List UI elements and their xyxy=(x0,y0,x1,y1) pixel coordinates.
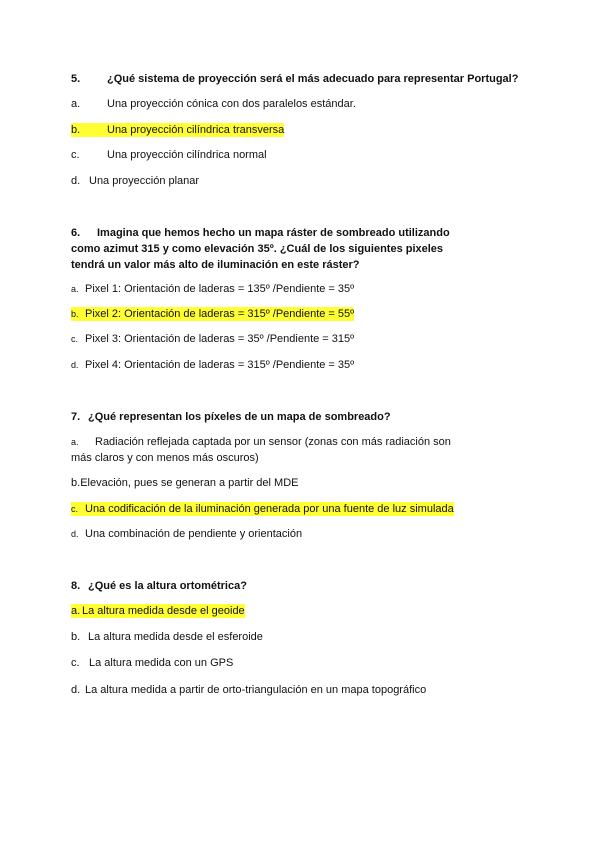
option-text: Una proyección cónica con dos paralelos estándar. xyxy=(107,98,356,110)
q8-option-d[interactable] xyxy=(71,683,426,697)
option-text: Pixel 3: Orientación de laderas = 35º /Pendiente = 315º xyxy=(85,333,355,345)
option-letter: c. xyxy=(71,149,80,161)
q8-option-b[interactable] xyxy=(71,630,263,644)
question-text: ¿Qué representan los píxeles de un mapa de sombreado? xyxy=(88,411,391,423)
option-letter: c. xyxy=(71,334,79,344)
question-number: 5. xyxy=(71,73,81,85)
q5-option-b[interactable] xyxy=(71,123,284,137)
option-text: La altura medida a partir de orto-triangulación en un mapa topográfico xyxy=(85,684,427,696)
option-text: Una proyección cilíndrica transversa xyxy=(107,124,285,136)
option-letter: d. xyxy=(71,684,81,696)
q6-option-b[interactable] xyxy=(71,307,354,321)
q7-option-a[interactable] xyxy=(71,435,451,465)
option-text: La altura medida con un GPS xyxy=(89,657,234,669)
option-letter: d. xyxy=(71,529,79,539)
question-line-1: 6. Imagina que hemos hecho un mapa ráster de sombreado utilizando xyxy=(71,227,450,239)
option-letter: a. xyxy=(71,605,81,617)
option-letter: d. xyxy=(71,360,79,370)
question-text: ¿Qué es la altura ortométrica? xyxy=(88,580,247,592)
option-text: Una codificación de la iluminación generada por una fuente de luz simulada xyxy=(85,503,454,515)
option-letter: b. xyxy=(71,124,81,136)
option-text: Radiación reflejada captada por un sensor (zonas con más radiación son xyxy=(95,436,451,448)
option-text: La altura medida desde el geoide xyxy=(82,605,245,617)
option-text: Una proyección planar xyxy=(89,175,200,187)
q6-option-d[interactable] xyxy=(71,358,354,372)
q7-option-b[interactable] xyxy=(71,476,298,490)
question-8 xyxy=(71,578,247,594)
option-text: Pixel 4: Orientación de laderas = 315º /Pendiente = 35º xyxy=(85,359,355,371)
option-text: Una proyección cilíndrica normal xyxy=(107,149,267,161)
question-line-3: tendrá un valor más alto de iluminación en este ráster? xyxy=(71,259,360,271)
option-text: La altura medida desde el esferoide xyxy=(88,631,263,643)
q5-option-a[interactable] xyxy=(71,97,356,111)
option-text: Elevación, pues se generan a partir del MDE xyxy=(80,477,299,489)
option-letter: a. xyxy=(71,437,79,447)
option-letter: c. xyxy=(71,504,79,514)
q6-option-c[interactable] xyxy=(71,332,354,346)
question-6 xyxy=(71,225,467,273)
option-letter: b. xyxy=(71,309,79,319)
option-letter: b. xyxy=(71,631,81,643)
q6-option-a[interactable] xyxy=(71,282,354,296)
option-letter: c. xyxy=(71,657,80,669)
question-line-2: como azimut 315 y como elevación 35º. ¿Cuál de los siguientes pixeles xyxy=(71,243,444,255)
q8-option-a[interactable] xyxy=(71,604,245,618)
question-text: ¿Qué sistema de proyección será el más adecuado para representar Portugal? xyxy=(107,73,519,85)
option-text-continued: más claros y con menos más oscuros) xyxy=(71,452,259,464)
option-text: Pixel 1: Orientación de laderas = 135º /Pendiente = 35º xyxy=(85,283,355,295)
q8-option-c[interactable] xyxy=(71,656,233,670)
q7-option-d[interactable] xyxy=(71,527,302,541)
option-text: Una combinación de pendiente y orientación xyxy=(85,528,303,540)
question-number: 6. xyxy=(71,227,81,239)
option-letter: a. xyxy=(71,98,81,110)
q5-option-c[interactable] xyxy=(71,148,267,162)
q7-option-c[interactable] xyxy=(71,502,454,516)
question-number: 7. xyxy=(71,411,81,423)
option-letter: b. xyxy=(71,477,81,489)
option-text: Pixel 2: Orientación de laderas = 315º /Pendiente = 55º xyxy=(85,308,355,320)
option-letter: a. xyxy=(71,284,79,294)
question-number: 8. xyxy=(71,580,81,592)
q5-option-d[interactable] xyxy=(71,174,199,188)
question-5 xyxy=(71,71,518,87)
question-7 xyxy=(71,409,391,425)
option-letter: d. xyxy=(71,175,81,187)
